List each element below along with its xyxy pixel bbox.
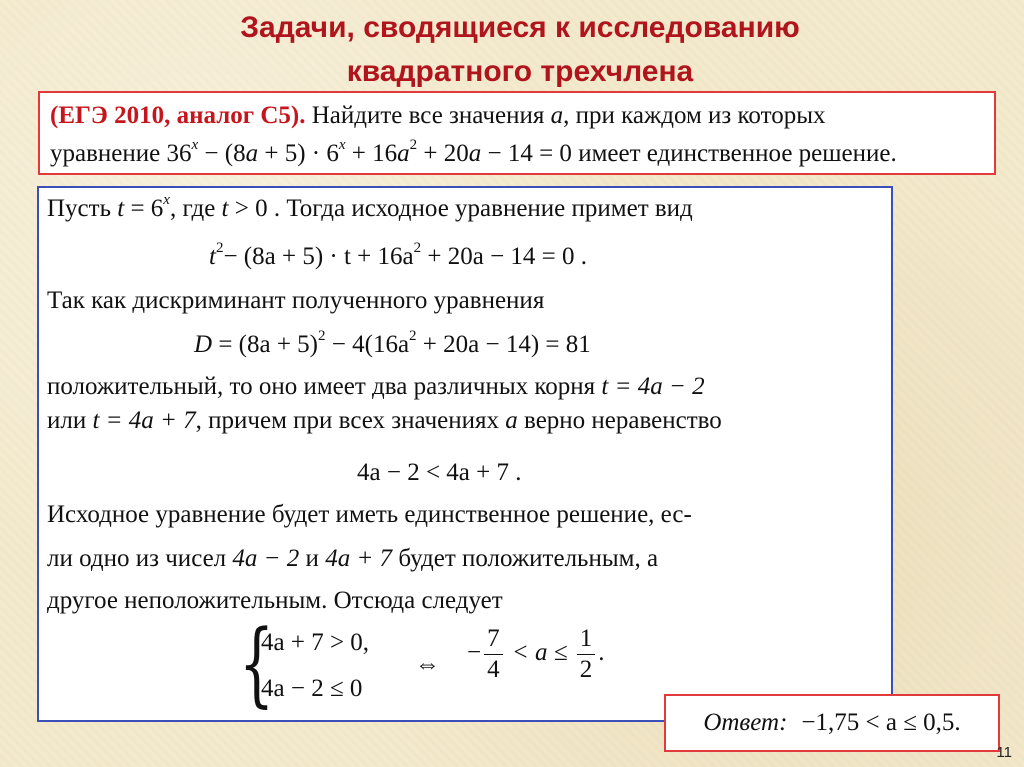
eq-tail2: + 20 xyxy=(417,140,469,167)
l9-text-a: ли одно из чисел xyxy=(47,545,233,572)
l1-var-t: t xyxy=(117,195,125,222)
solution-line-3: Так как дискриминант полученного уравнения xyxy=(47,287,545,314)
l1-text-c: , где xyxy=(169,195,222,222)
l6-root-2: t = 4a + 7 xyxy=(92,407,196,434)
l9-text-c: и xyxy=(299,545,326,572)
solution-line-8: Исходное уравнение будет иметь единственное решение, ес- xyxy=(47,501,692,528)
equivalence-arrow-icon: ⇔ xyxy=(415,651,440,678)
eq-var-a-3: a xyxy=(468,140,482,167)
fraction-1-2 xyxy=(577,624,596,685)
eq-exp2: x xyxy=(338,137,346,153)
answer-value: −1,75 < a ≤ 0,5. xyxy=(801,709,961,736)
problem-line-2 xyxy=(50,135,984,173)
slide-title xyxy=(120,6,920,94)
l9-expr-2: 4a + 7 xyxy=(325,545,393,572)
l1-exp-x: x xyxy=(163,192,170,208)
solution-line-6 xyxy=(47,404,722,438)
solution-line-5 xyxy=(47,370,705,404)
l2-end: + 20a − 14 = 0 . xyxy=(421,243,588,270)
l1-text-b: = 6 xyxy=(124,195,164,222)
eq-tail3: − 14 = 0 xyxy=(481,140,572,167)
l4-sq2: 2 xyxy=(409,328,417,344)
l1-text-d: > 0 . Тогда исходное уравнение примет вид xyxy=(228,195,693,222)
problem-statement-box xyxy=(38,91,996,175)
system-row-2: 4a − 2 ≤ 0 xyxy=(261,675,363,702)
l9-text-e: будет положительным, а xyxy=(392,545,659,572)
l4-text-c: − 4(16a xyxy=(325,331,410,358)
l6-text-e: верно неравенство xyxy=(517,407,722,434)
l5-root-1: t = 4a − 2 xyxy=(601,373,705,400)
l6-var-a: a xyxy=(505,407,518,434)
solution-line-10: другое неположительным. Отсюда следует xyxy=(47,587,503,614)
title-line-2: квадратного трехчлена xyxy=(346,55,694,88)
l4-var-d: D xyxy=(194,331,213,358)
l4-text-d: + 20a − 14) = 81 xyxy=(416,331,591,358)
answer-label: Ответ: xyxy=(703,709,788,736)
eq-mid2: + 5) · 6 xyxy=(258,140,339,167)
result-minus: − xyxy=(467,639,482,667)
curly-brace-icon: { xyxy=(239,610,275,717)
solution-line-2 xyxy=(209,240,587,274)
page-number: 11 xyxy=(996,744,1012,761)
problem-text-1: Найдите все значения xyxy=(305,102,551,129)
result-middle: < a ≤ xyxy=(505,639,574,667)
problem-line-1 xyxy=(50,97,984,135)
problem-text-2: , при каждом из которых xyxy=(563,102,826,129)
eq-tail: + 16 xyxy=(345,140,398,167)
problem-label: (ЕГЭ 2010, аналог С5). xyxy=(50,102,306,129)
eq-mid: − (8 xyxy=(198,140,246,167)
eq-sq: 2 xyxy=(409,137,418,153)
eq-exp: x xyxy=(191,137,199,153)
solution-line-7: 4a − 2 < 4a + 7 . xyxy=(357,459,522,486)
solution-box xyxy=(37,186,893,722)
solution-line-1 xyxy=(47,192,693,226)
eq-base: 36 xyxy=(166,140,192,167)
l2-text: − (8a + 5) · t + 16a xyxy=(223,243,414,270)
frac1-num: 7 xyxy=(484,624,503,655)
eq-var-a-1: a xyxy=(245,140,259,167)
system-row-1: 4a + 7 > 0, xyxy=(261,629,370,656)
l6-text-a: или xyxy=(47,407,93,434)
frac1-den: 4 xyxy=(487,656,500,683)
l2-var-t: t xyxy=(209,243,216,270)
solution-line-9 xyxy=(47,542,658,576)
l4-sq: 2 xyxy=(318,328,326,344)
problem-text-4: имеет единственное решение. xyxy=(571,140,897,167)
title-line-1: Задачи, сводящиеся к исследованию xyxy=(240,11,800,44)
answer-box xyxy=(664,694,1000,752)
l6-text-c: , причем при всех значениях xyxy=(195,407,506,434)
l1-text-a: Пусть xyxy=(47,195,118,222)
result-period: . xyxy=(598,639,605,667)
l1-var-t2: t xyxy=(221,195,229,222)
l9-expr-1: 4a − 2 xyxy=(232,545,300,572)
l4-text-b: = (8a + 5) xyxy=(212,331,319,358)
frac2-num: 1 xyxy=(577,624,596,655)
problem-text-3: уравнение xyxy=(50,140,167,167)
problem-var-a: a xyxy=(550,102,564,129)
fraction-7-4 xyxy=(484,624,503,685)
solution-line-4 xyxy=(194,328,591,362)
frac2-den: 2 xyxy=(579,656,593,683)
l5-text-a: положительный, то оно имеет два различных корня xyxy=(47,373,602,400)
l2-sq2: 2 xyxy=(413,240,422,256)
result-inequality xyxy=(467,624,604,685)
l2-sq: 2 xyxy=(215,240,224,256)
eq-var-a-2: a xyxy=(397,140,410,167)
